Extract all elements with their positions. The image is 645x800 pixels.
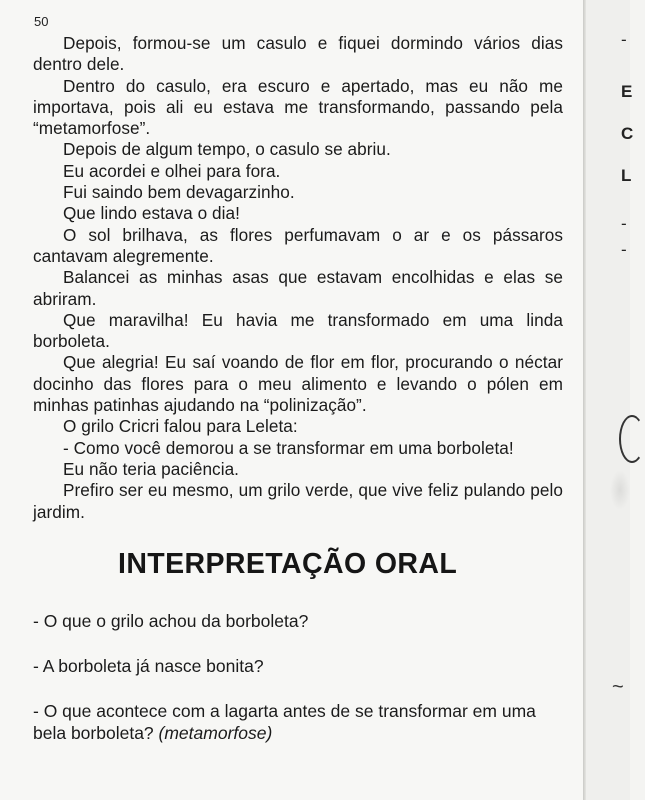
story-paragraph: - Como você demorou a se transformar em uma borboleta! [63, 437, 514, 458]
story-paragraph: O sol brilhava, as flores perfumavam o ar e os pássaros cantavam alegremente. [33, 224, 563, 266]
story-paragraph: Depois, formou-se um casulo e fiquei dormindo vários dias dentro dele. [33, 33, 563, 75]
adjacent-page-dash: - [621, 240, 627, 259]
story-text [33, 33, 563, 523]
question-list [33, 610, 568, 767]
story-paragraph: Fui saindo bem devagarzinho. [63, 182, 295, 203]
story-paragraph: Eu não teria paciência. [63, 458, 240, 479]
adjacent-page-shadow [610, 470, 630, 510]
adjacent-page-letter: E [621, 82, 633, 101]
adjacent-page-dash: - [621, 30, 627, 49]
question-text: - A borboleta já nasce bonita? [33, 656, 264, 676]
question-item [33, 655, 568, 677]
story-paragraph: Que lindo estava o dia! [63, 203, 240, 224]
question-text: - O que o grilo achou da borboleta? [33, 611, 309, 631]
story-paragraph: Que alegria! Eu saí voando de flor em flor, procurando o néctar docinho das flores para o meu alimento e levando o pólen em minhas patinhas ajudando na “polinização”. [33, 352, 563, 416]
adjacent-page-letter: C [621, 124, 634, 143]
story-paragraph: O grilo Cricri falou para Leleta: [63, 416, 298, 437]
question-text: - O que acontece com a lagarta antes de se transformar em uma bela borboleta? [33, 701, 536, 743]
story-paragraph: Dentro do casulo, era escuro e apertado, mas eu não me importava, pois ali eu estava me transformando, passando pela “metamorfose”. [33, 75, 563, 139]
page-number: 50 [34, 14, 49, 29]
adjacent-page-dash: - [621, 214, 627, 233]
question-item [33, 700, 568, 744]
story-paragraph: Prefiro ser eu mesmo, um grilo verde, que vive feliz pulando pelo jardim. [33, 480, 563, 522]
story-paragraph: Balancei as minhas asas que estavam encolhidas e elas se abriram. [33, 267, 563, 309]
question-answer-hint: (metamorfose) [158, 723, 273, 743]
question-item [33, 610, 568, 632]
story-paragraph: Eu acordei e olhei para fora. [63, 160, 281, 181]
section-heading: INTERPRETAÇÃO ORAL [118, 548, 458, 580]
adjacent-page-letter: L [621, 166, 632, 185]
adjacent-page-swirl-icon: ~ [612, 676, 624, 698]
story-paragraph: Depois de algum tempo, o casulo se abriu. [63, 139, 391, 160]
story-paragraph: Que maravilha! Eu havia me transformado em uma linda borboleta. [33, 309, 563, 352]
adjacent-page-drawing [619, 415, 645, 463]
